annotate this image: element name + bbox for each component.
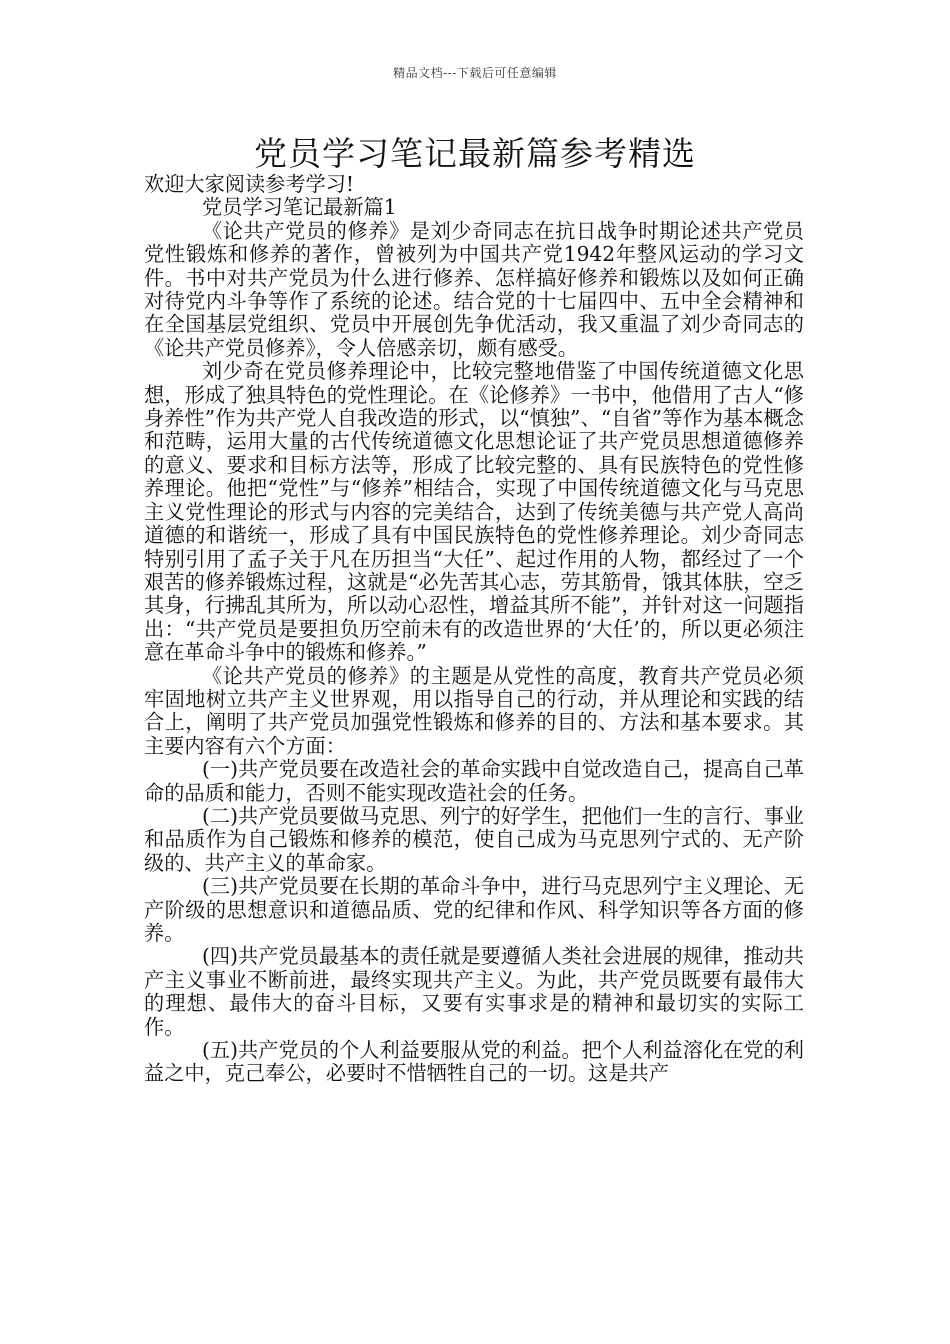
section-heading: 党员学习笔记最新篇1 <box>202 195 397 220</box>
paragraph: 《论共产党员的修养》的主题是从党性的高度，教育共产党员必须牢固地树立共产主义世界观，用以指导自己的行动，并从理论和实践的结合上，阐明了共产党员加强党性锻炼和修养的目的、方法和基本要求。其主要内容有六个方面： <box>144 663 804 758</box>
intro-line: 欢迎大家阅读参考学习! <box>144 172 354 196</box>
header-note: 精品文档---下载后可任意编辑 <box>393 66 557 80</box>
document-title: 党员学习笔记最新篇参考精选 <box>254 134 696 173</box>
paragraph: 《论共产党员的修养》是刘少奇同志在抗日战争时期论述共产党员党性锻炼和修养的著作，曾被列为中国共产党1942年整风运动的学习文件。书中对共产党员为什么进行修养、怎样搞好修养和锻炼以及如何正确对待党内斗争等作了系统的论述。结合党的十七届四中、五中全会精神和在全国基层党组织、党员中开展创先争优活动，我又重温了刘少奇同志的《论共产党员修养》，令人倍感亲切，颇有感受。 <box>144 218 804 360</box>
paragraph: 刘少奇在党员修养理论中，比较完整地借鉴了中国传统道德文化思想，形成了独具特色的党性理论。在《论修养》一书中，他借用了古人“修身养性”作为共产党人自我改造的形式，以“慎独”、“自省”等作为基本概念和范畴，运用大量的古代传统道德文化思想论证了共产党员思想道德修养的意义、要求和目标方法等，形成了比较完整的、具有民族特色的党性修养理论。他把“党性”与“修养”相结合，实现了中国传统道德文化与马克思主义党性理论的形式与内容的完美结合，达到了传统美德与共产党人高尚道德的和谐统一，形成了具有中国民族特色的党性修养理论。刘少奇同志特别引用了孟子关于凡在历担当“大任”、起过作用的人物，都经过了一个艰苦的修养锻炼过程，这就是“必先苦其心志，劳其筋骨，饿其体肤，空乏其身，行拂乱其所为，所以动心忍性，增益其所不能”，并针对这一问题指出：“共产党员是要担负历空前未有的改造世界的‘大任’的，所以更必须注意在革命斗争中的锻炼和修养。” <box>144 359 804 665</box>
list-item: (一)共产党员要在改造社会的革命实践中自觉改造自己，提高自己革命的品质和能力，否则不能实现改造社会的任务。 <box>144 757 804 805</box>
list-item: (五)共产党员的个人利益要服从党的利益。把个人利益溶化在党的利益之中，克己奉公，必要时不惜牺牲自己的一切。这是共产 <box>144 1038 804 1086</box>
document-body <box>144 173 804 1086</box>
list-item: (四)共产党员最基本的责任就是要遵循人类社会进展的规律，推动共产主义事业不断前进，最终实现共产主义。为此，共产党员既要有最伟大的理想、最伟大的奋斗目标，又要有实事求是的精神和最切实的实际工作。 <box>144 944 804 1039</box>
list-item: (三)共产党员要在长期的革命斗争中，进行马克思列宁主义理论、无产阶级的思想意识和道德品质、党的纪律和作风、科学知识等各方面的修养。 <box>144 874 804 945</box>
list-item: (二)共产党员要做马克思、列宁的好学生，把他们一生的言行、事业和品质作为自己锻炼和修养的模范，使自己成为马克思列宁式的、无产阶级的、共产主义的革命家。 <box>144 803 804 875</box>
